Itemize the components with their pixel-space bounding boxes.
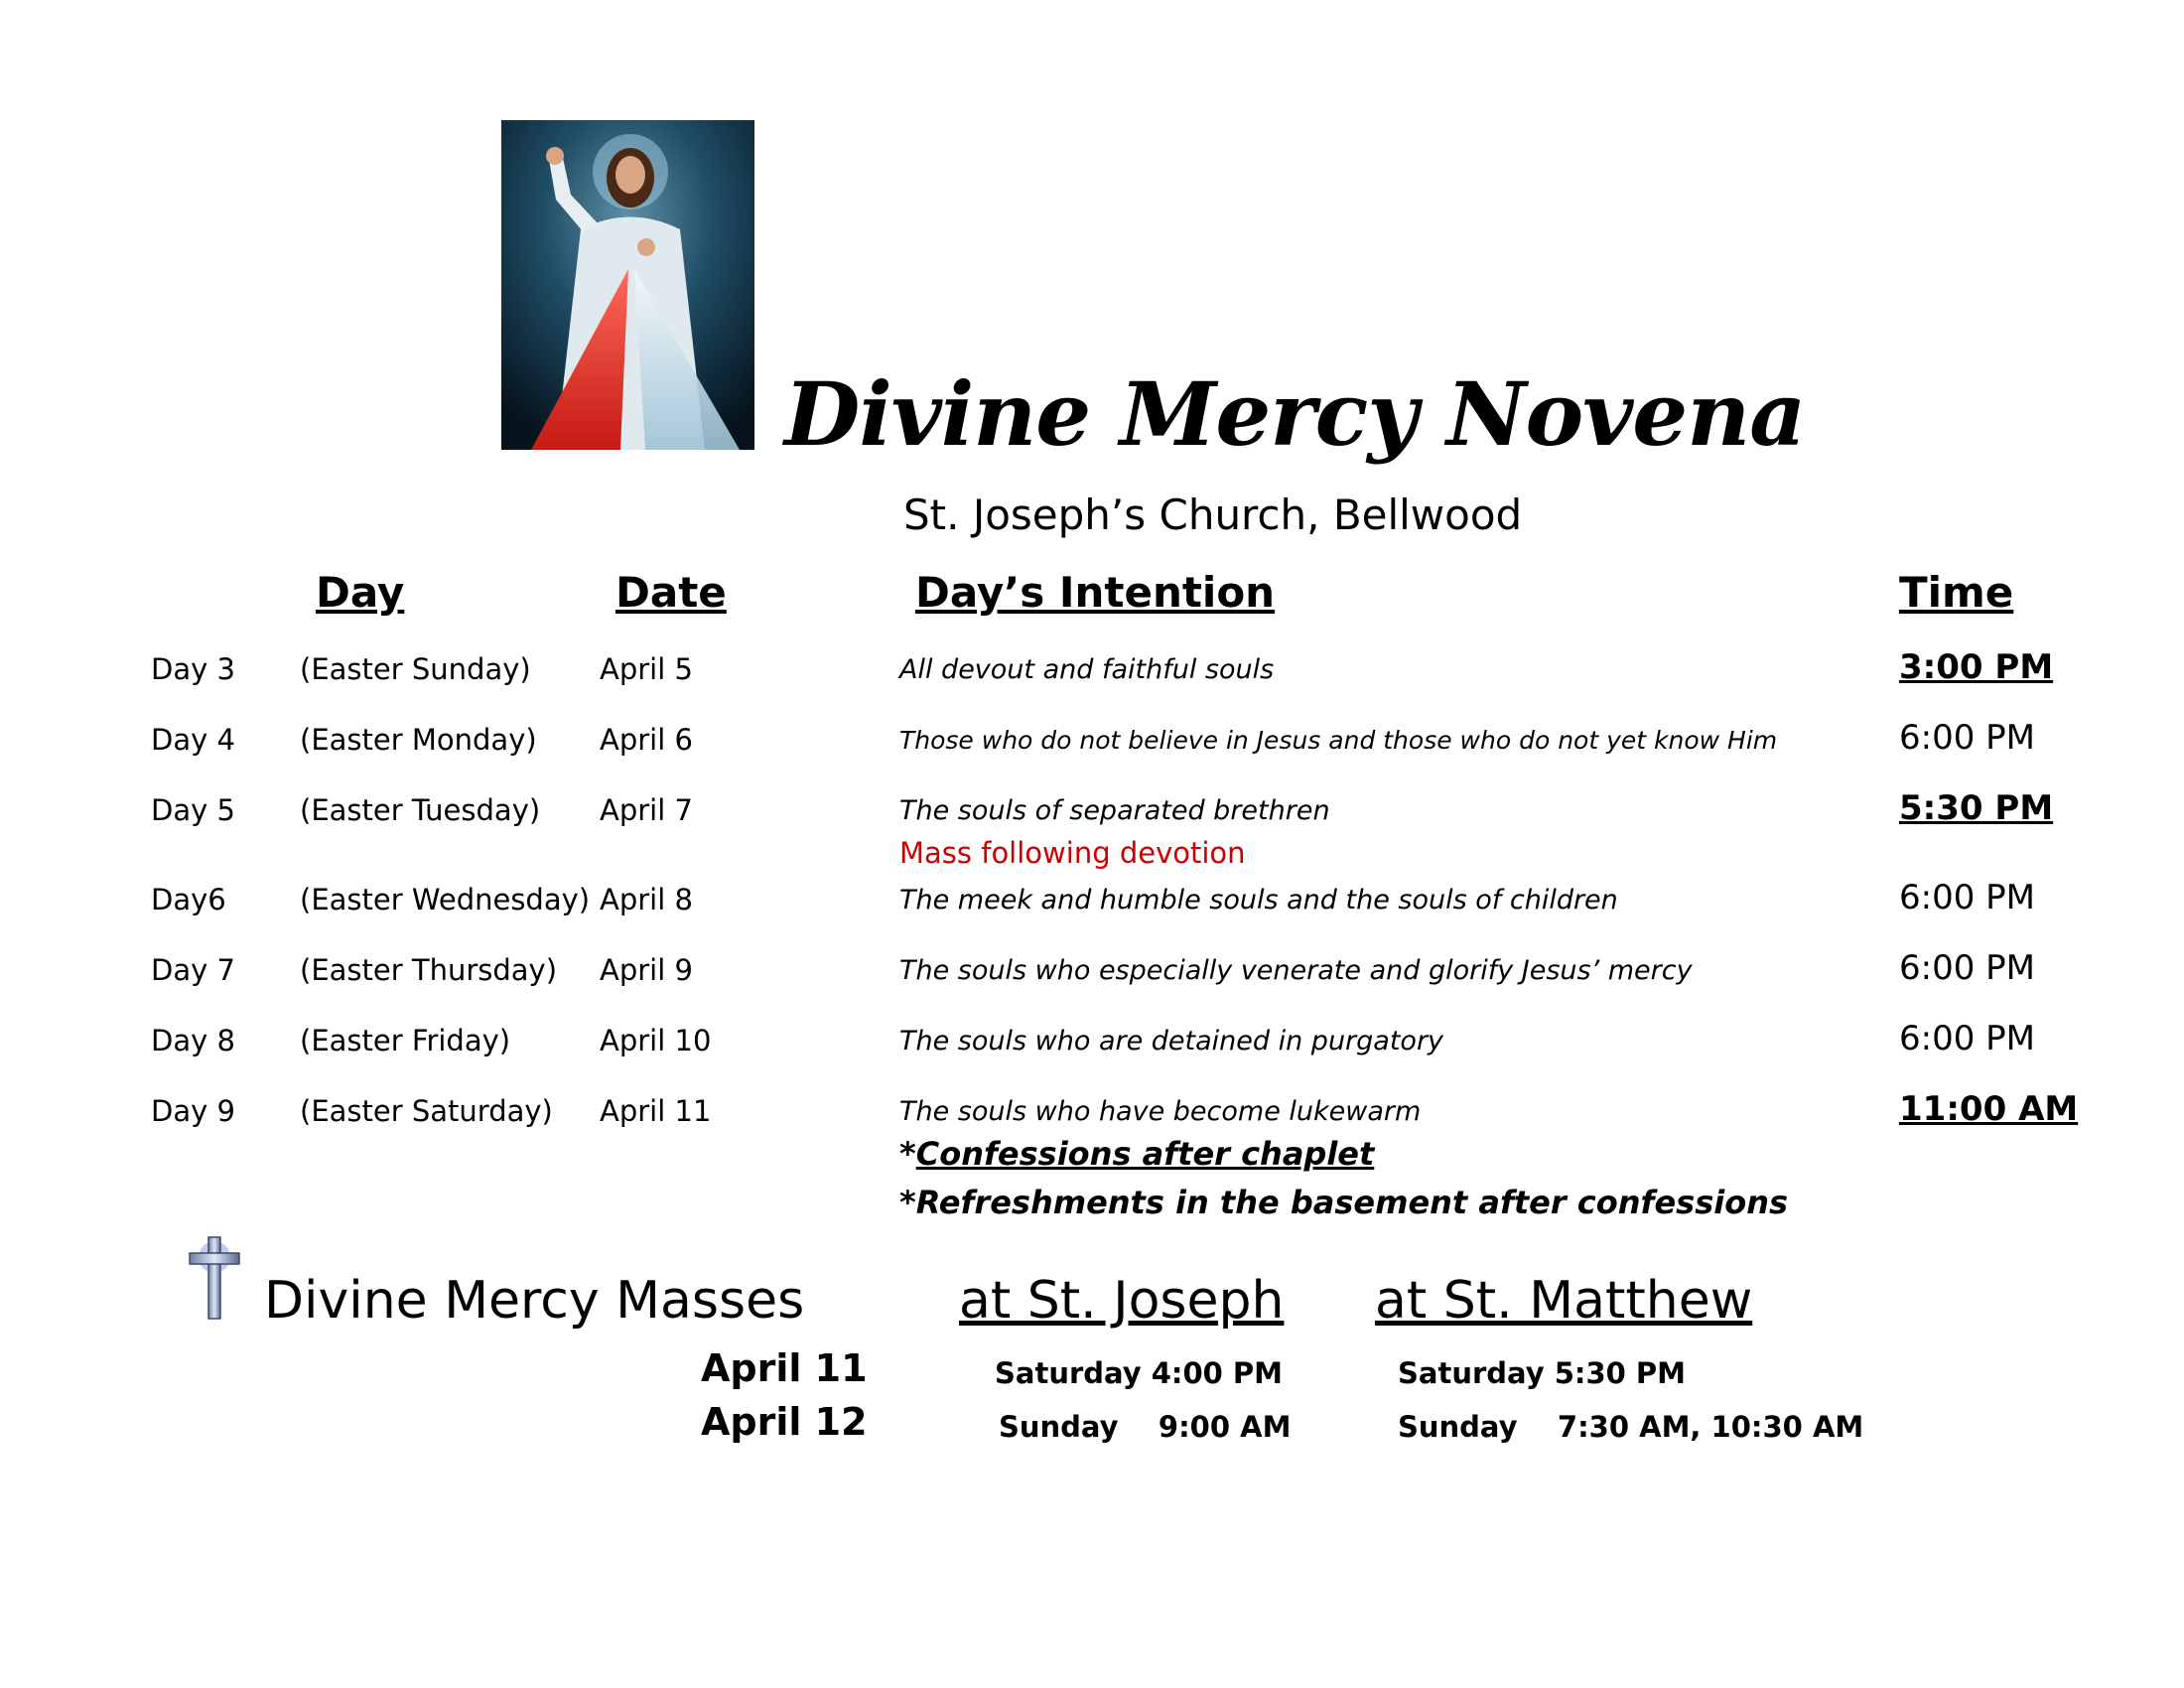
location-st-joseph: at St. Joseph: [959, 1271, 1285, 1331]
matthew-mass-time: Saturday 5:30 PM: [1398, 1356, 1687, 1390]
confessions-note: [899, 1135, 1374, 1173]
row-intention: The meek and humble souls and the souls of children: [899, 885, 1618, 915]
row-time: 6:00 PM: [1899, 948, 2035, 988]
row-date: April 5: [600, 652, 693, 686]
column-header-time: Time: [1899, 568, 2014, 617]
confessions-text: Confessions after chaplet: [915, 1135, 1375, 1173]
row-date: April 11: [600, 1094, 712, 1128]
mass-date: April 12: [701, 1400, 868, 1444]
column-header-date: Date: [615, 568, 727, 617]
row-day-name: (Easter Wednesday): [300, 883, 591, 916]
refreshments-note: *Refreshments in the basement after confessions: [899, 1184, 1789, 1221]
column-header-intention: Day’s Intention: [915, 568, 1276, 617]
location-st-matthew: at St. Matthew: [1375, 1271, 1753, 1331]
row-intention: Those who do not believe in Jesus and those who do not yet know Him: [899, 726, 1778, 755]
row-day: Day 3: [151, 652, 235, 686]
row-date: April 8: [600, 883, 693, 916]
row-day-name: (Easter Thursday): [300, 953, 558, 987]
row-intention: All devout and faithful souls: [899, 654, 1275, 685]
row-time: 3:00 PM: [1899, 647, 2054, 687]
row-date: April 10: [600, 1024, 712, 1057]
row-intention: The souls who are detained in purgatory: [899, 1026, 1444, 1056]
mass-note: Mass following devotion: [899, 836, 1246, 870]
column-header-day: Day: [316, 568, 405, 617]
divine-mercy-portrait: [501, 120, 754, 450]
mass-date: April 11: [701, 1346, 868, 1390]
church-name: St. Joseph’s Church, Bellwood: [903, 491, 1523, 539]
row-intention: The souls who especially venerate and glorify Jesus’ mercy: [899, 955, 1693, 986]
row-intention: The souls who have become lukewarm: [899, 1096, 1422, 1127]
row-day: Day 8: [151, 1024, 235, 1057]
cross-icon: [184, 1233, 245, 1321]
row-time: 11:00 AM: [1899, 1089, 2079, 1129]
joseph-mass-time: Sunday 9:00 AM: [999, 1410, 1292, 1444]
row-day: Day 7: [151, 953, 235, 987]
matthew-mass-time: Sunday 7:30 AM, 10:30 AM: [1398, 1410, 1864, 1444]
row-date: April 9: [600, 953, 693, 987]
row-time: 6:00 PM: [1899, 1019, 2035, 1058]
row-day-name: (Easter Monday): [300, 723, 537, 757]
row-day: Day6: [151, 883, 226, 916]
row-date: April 6: [600, 723, 693, 757]
row-time: 6:00 PM: [1899, 878, 2035, 917]
footnote-star: *: [899, 1135, 916, 1173]
row-day: Day 5: [151, 793, 235, 827]
row-day: Day 4: [151, 723, 235, 757]
row-date: April 7: [600, 793, 693, 827]
masses-title: Divine Mercy Masses: [264, 1271, 805, 1331]
row-day-name: (Easter Saturday): [300, 1094, 553, 1128]
row-day-name: (Easter Tuesday): [300, 793, 541, 827]
row-day: Day 9: [151, 1094, 235, 1128]
row-day-name: (Easter Friday): [300, 1024, 511, 1057]
row-intention: The souls of separated brethren: [899, 795, 1330, 826]
row-time: 6:00 PM: [1899, 718, 2035, 758]
joseph-mass-time: Saturday 4:00 PM: [995, 1356, 1284, 1390]
row-time: 5:30 PM: [1899, 788, 2054, 828]
row-day-name: (Easter Sunday): [300, 652, 531, 686]
page-title: Divine Mercy Novena: [784, 362, 1806, 466]
